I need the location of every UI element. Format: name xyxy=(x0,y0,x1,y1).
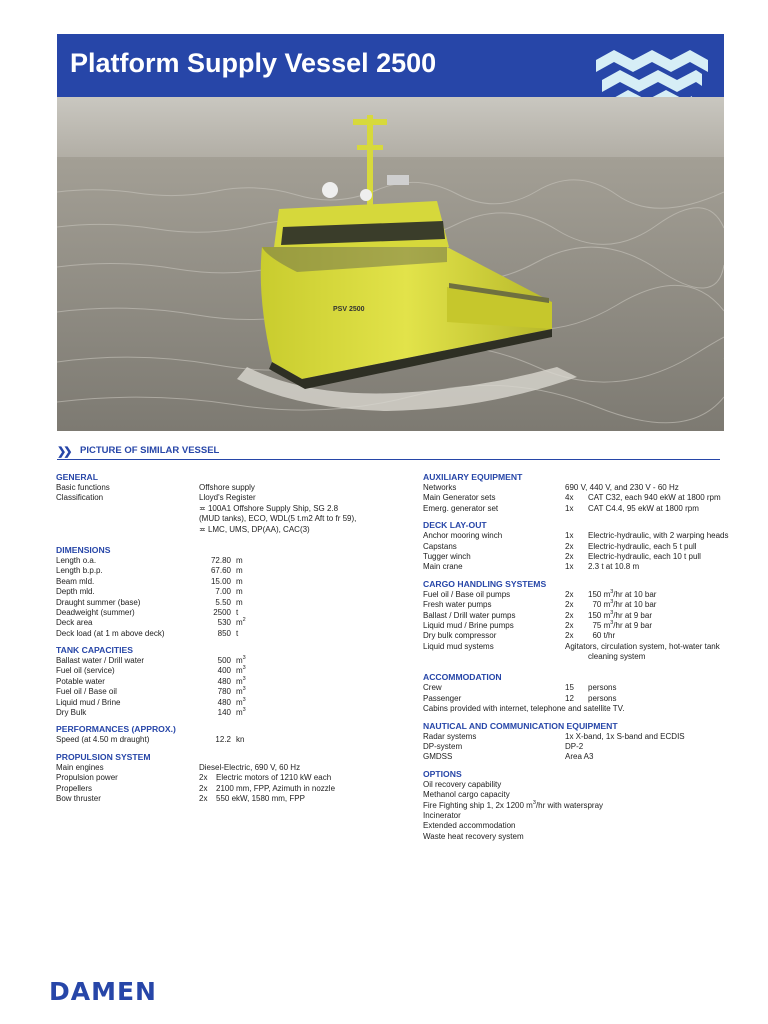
option-label: Fire Fighting ship 1, 2x 1200 m xyxy=(423,800,533,810)
damen-logo: DAMEN xyxy=(49,977,157,1006)
spec-value xyxy=(588,621,652,631)
spec-unit: kn xyxy=(236,735,245,745)
spec-value-text: LMC, UMS, DP(AA), CAC(3) xyxy=(207,524,310,534)
spec-label: Potable water xyxy=(56,676,105,686)
spec-row xyxy=(56,656,366,666)
spec-row xyxy=(56,687,366,697)
spec-quantity: 2x xyxy=(565,551,574,561)
spec-label: Classification xyxy=(56,493,104,503)
spec-unit-text: m xyxy=(236,566,243,576)
spec-quantity: 2x xyxy=(199,773,208,783)
spec-note: Cabins provided with internet, telephone and satellite TV. xyxy=(423,704,625,714)
spec-row xyxy=(56,698,366,708)
spec-label: Length o.a. xyxy=(56,555,97,565)
option-text xyxy=(423,811,461,821)
spec-value: 400 xyxy=(217,666,231,676)
spec-label: Liquid mud / Brine pumps xyxy=(423,620,514,630)
spec-value: 2.3 t at 10.8 m xyxy=(588,562,640,572)
spec-value-number: 70 m xyxy=(588,600,611,610)
spec-value: 2500 xyxy=(213,607,231,617)
spec-unit-text: m xyxy=(236,618,243,628)
spec-unit-text: m xyxy=(236,666,243,676)
section-heading: AUXILIARY EQUIPMENT xyxy=(423,472,523,482)
spec-value: cleaning system xyxy=(588,652,646,662)
hull-marking: PSV 2500 xyxy=(333,306,365,313)
spec-row xyxy=(56,784,366,794)
spec-row xyxy=(423,683,733,693)
option-text xyxy=(423,790,510,800)
spec-quantity: 2x xyxy=(565,620,574,630)
spec-row xyxy=(423,642,733,652)
unit-exponent: 3 xyxy=(610,619,614,626)
spec-label: Bow thruster xyxy=(56,793,101,803)
section-heading: GENERAL xyxy=(56,472,99,482)
spec-value: DP-2 xyxy=(565,742,584,752)
spec-column-right xyxy=(423,472,733,842)
spec-label: Ballast water / Drill water xyxy=(56,656,145,666)
unit-exponent: 2 xyxy=(242,617,246,624)
caption-text: PICTURE OF SIMILAR VESSEL xyxy=(80,445,220,456)
unit-exponent: 3 xyxy=(610,599,614,606)
unit-exponent: 3 xyxy=(242,696,246,703)
spec-row xyxy=(56,577,366,587)
spec-row xyxy=(56,794,366,804)
unit-exponent: 3 xyxy=(610,588,614,595)
spec-quantity: 2x xyxy=(199,783,208,793)
spec-unit: persons xyxy=(588,693,617,703)
spec-unit: persons xyxy=(588,683,617,693)
spec-value: Electric-hydraulic, with 2 warping heads xyxy=(588,531,729,541)
option-text xyxy=(423,821,516,831)
section-heading: ACCOMMODATION xyxy=(423,672,502,683)
spec-quantity: 2x xyxy=(565,610,574,620)
spec-unit xyxy=(236,566,243,576)
option-text xyxy=(423,801,603,811)
spec-value-number: 150 m xyxy=(588,589,611,599)
double-chevron-icon: ❯❯ xyxy=(57,446,70,458)
spec-value: 12 xyxy=(565,693,574,703)
spec-quantity: 2x xyxy=(565,631,574,641)
spec-quantity: 2x xyxy=(565,541,574,551)
spec-value: 67.60 xyxy=(210,566,231,576)
section-heading: TANK CAPACITIES xyxy=(56,645,134,656)
spec-value xyxy=(199,504,338,514)
photo-caption xyxy=(57,444,720,460)
spec-value xyxy=(588,611,652,621)
spec-quantity: 1x xyxy=(565,562,574,572)
option-text xyxy=(423,832,524,842)
spec-value-text: /hr at 10 bar xyxy=(613,600,657,610)
spec-row xyxy=(56,483,366,493)
spec-row xyxy=(423,752,733,762)
spec-label: Deck load (at 1 m above deck) xyxy=(56,628,165,638)
spec-row xyxy=(56,493,366,503)
spec-value: 500 xyxy=(217,656,231,666)
propulsion-list xyxy=(56,763,366,805)
vessel-photo xyxy=(57,97,724,431)
spec-label: Propellers xyxy=(56,783,93,793)
spec-value: Lloyd's Register xyxy=(199,493,256,503)
spec-unit-text: m xyxy=(236,597,243,607)
spec-value xyxy=(588,590,656,600)
spec-label: Dry bulk compressor xyxy=(423,631,497,641)
spec-value-text: /hr at 9 bar xyxy=(613,620,652,630)
spec-label: Tugger winch xyxy=(423,551,471,561)
spec-unit xyxy=(236,587,243,597)
spec-value: 530 xyxy=(217,618,231,628)
spec-label: Radar systems xyxy=(423,731,477,741)
spec-label: Deadweight (summer) xyxy=(56,607,135,617)
spec-value: 5.50 xyxy=(215,597,231,607)
unit-exponent: 3 xyxy=(610,609,614,616)
spec-value: 12.2 xyxy=(215,735,231,745)
spec-label: Main engines xyxy=(56,762,104,772)
section-heading: NAUTICAL AND COMMUNICATION EQUIPMENT xyxy=(423,720,618,731)
spec-label: GMDSS xyxy=(423,752,453,762)
spec-row xyxy=(423,611,733,621)
spec-row xyxy=(56,735,366,745)
page-title: Platform Supply Vessel 2500 xyxy=(70,48,437,78)
option-item xyxy=(423,790,733,800)
spec-label: Fuel oil / Base oil xyxy=(56,687,117,697)
spec-value-text: 100A1 Offshore Supply Ship, SG 2.8 xyxy=(207,503,339,513)
spec-label: Length b.p.p. xyxy=(56,566,103,576)
section-heading: PERFORMANCES (APPROX.) xyxy=(56,724,176,735)
option-label: Incinerator xyxy=(423,810,461,820)
option-item xyxy=(423,811,733,821)
spec-value: CAT C32, each 940 ekW at 1800 rpm xyxy=(588,493,721,503)
options-list xyxy=(423,780,733,842)
spec-quantity: 4x xyxy=(565,493,574,503)
spec-label: Liquid mud / Brine xyxy=(56,697,121,707)
spec-row xyxy=(56,666,366,676)
spec-value: 480 xyxy=(217,697,231,707)
spec-row xyxy=(56,514,366,524)
spec-unit-text: m xyxy=(236,656,243,666)
spec-label: Main Generator sets xyxy=(423,493,496,503)
spec-label: Fuel oil / Base oil pumps xyxy=(423,589,511,599)
spec-value-number: 75 m xyxy=(588,620,611,630)
unit-exponent: 3 xyxy=(242,707,246,714)
spec-value: 140 xyxy=(217,708,231,718)
spec-value-text: /hr at 10 bar xyxy=(613,589,657,599)
spec-row xyxy=(56,763,366,773)
spec-value: Offshore supply xyxy=(199,483,255,492)
spec-unit-text: t xyxy=(236,628,239,638)
option-text xyxy=(423,780,501,790)
tank-list xyxy=(56,656,366,718)
spec-unit xyxy=(236,629,238,639)
spec-quantity: 2x xyxy=(565,589,574,599)
spec-value: Diesel-Electric, 690 V, 60 Hz xyxy=(199,762,301,772)
section-heading: PROPULSION SYSTEM xyxy=(56,751,151,762)
spec-value-text: /hr at 9 bar xyxy=(613,610,652,620)
spec-label: Liquid mud systems xyxy=(423,641,494,651)
spec-row xyxy=(56,525,366,535)
spec-row xyxy=(56,598,366,608)
unit-exponent: 3 xyxy=(532,799,536,806)
spec-row xyxy=(423,631,733,641)
option-label: Waste heat recovery system xyxy=(423,831,524,841)
auxiliary-list xyxy=(423,483,733,514)
lloyds-mark-icon: ≖ xyxy=(199,524,208,534)
spec-label: Draught summer (base) xyxy=(56,597,141,607)
spec-row xyxy=(423,552,733,562)
spec-value: 7.00 xyxy=(215,587,231,597)
spec-column-left xyxy=(56,472,366,804)
option-label-rest: /hr with waterspray xyxy=(535,800,604,810)
spec-unit-text: m xyxy=(236,708,243,718)
lloyds-mark-icon: ≖ xyxy=(199,503,208,513)
spec-unit xyxy=(236,577,243,587)
spec-value xyxy=(588,631,615,641)
spec-unit-text: m xyxy=(236,697,243,707)
spec-value: Agitators, circulation system, hot-water tank xyxy=(565,641,720,651)
spec-label: Fresh water pumps xyxy=(423,600,492,610)
title-banner xyxy=(57,34,724,97)
spec-value: Electric-hydraulic, each 5 t pull xyxy=(588,541,697,551)
spec-label: Passenger xyxy=(423,693,462,703)
spec-row xyxy=(423,652,733,662)
spec-value xyxy=(588,600,656,610)
spec-value: Electric motors of 1210 kW each xyxy=(216,773,332,783)
spec-label: Ballast / Drill water pumps xyxy=(423,610,516,620)
spec-row xyxy=(56,677,366,687)
spec-unit-text: m xyxy=(236,576,243,586)
spec-unit xyxy=(236,556,243,566)
option-item xyxy=(423,821,733,831)
spec-value: 2100 mm, FPP, Azimuth in nozzle xyxy=(216,783,336,793)
spec-row xyxy=(423,704,733,714)
section-heading: OPTIONS xyxy=(423,768,462,779)
spec-label: Crew xyxy=(423,683,442,693)
unit-exponent: 3 xyxy=(242,655,246,662)
spec-quantity: 1x xyxy=(565,503,574,513)
deck-list xyxy=(423,531,733,573)
spec-value: 550 ekW, 1580 mm, FPP xyxy=(216,793,305,803)
spec-unit-text: m xyxy=(236,676,243,686)
spec-value-number: 150 m xyxy=(588,610,611,620)
spec-row xyxy=(423,531,733,541)
spec-value: 480 xyxy=(217,676,231,686)
spec-row xyxy=(423,694,733,704)
spec-unit-text: t xyxy=(236,607,239,617)
option-item xyxy=(423,780,733,790)
nautical-list xyxy=(423,732,733,763)
spec-value: 850 xyxy=(217,628,231,638)
spec-label: Deck area xyxy=(56,618,93,628)
spec-row xyxy=(423,542,733,552)
spec-label: DP-system xyxy=(423,742,463,752)
spec-label: Basic functions xyxy=(56,483,110,492)
spec-row xyxy=(56,556,366,566)
spec-unit xyxy=(236,598,243,608)
spec-unit xyxy=(236,618,246,628)
unit-exponent: 3 xyxy=(242,675,246,682)
spec-value: 780 xyxy=(217,687,231,697)
option-label: Extended accommodation xyxy=(423,821,516,831)
spec-quantity: 2x xyxy=(199,793,208,803)
spec-unit-text: m xyxy=(236,587,243,597)
spec-value: 15.00 xyxy=(210,576,231,586)
spec-label: Propulsion power xyxy=(56,773,118,783)
spec-label: Depth mld. xyxy=(56,587,95,597)
spec-unit xyxy=(236,708,246,718)
spec-unit-text: m xyxy=(236,555,243,565)
spec-unit xyxy=(236,608,238,618)
spec-row xyxy=(423,621,733,631)
section-heading: CARGO HANDLING SYSTEMS xyxy=(423,578,547,589)
spec-quantity: 2x xyxy=(565,600,574,610)
spec-row xyxy=(56,618,366,628)
spec-label: Capstans xyxy=(423,541,457,551)
option-label: Methanol cargo capacity xyxy=(423,790,510,800)
spec-row xyxy=(56,587,366,597)
spec-value: 1x X-band, 1x S-band and ECDIS xyxy=(565,731,685,741)
section-heading: DECK LAY-OUT xyxy=(423,520,487,531)
spec-unit-text: m xyxy=(236,687,243,697)
spec-value: (MUD tanks), ECO, WDL(5 t.m2 Aft to fr 59), xyxy=(199,514,357,524)
option-item xyxy=(423,801,733,811)
spec-label: Dry Bulk xyxy=(56,708,87,718)
spec-quantity: 1x xyxy=(565,531,574,541)
spec-value-number: 60 t/hr xyxy=(588,631,616,641)
spec-label: Emerg. generator set xyxy=(423,503,499,513)
cargo-list xyxy=(423,590,733,642)
spec-value: Electric-hydraulic, each 10 t pull xyxy=(588,551,701,561)
spec-row xyxy=(423,590,733,600)
spec-value xyxy=(199,525,310,535)
option-item xyxy=(423,832,733,842)
spec-value: 15 xyxy=(565,683,574,693)
spec-label: Main crane xyxy=(423,562,463,572)
spec-row xyxy=(56,773,366,783)
spec-label: Speed (at 4.50 m draught) xyxy=(56,735,150,745)
spec-value: 690 V, 440 V, and 230 V - 60 Hz xyxy=(565,483,679,492)
spec-row xyxy=(423,504,733,514)
spec-row xyxy=(56,608,366,618)
spec-label: Anchor mooring winch xyxy=(423,531,503,541)
spec-row xyxy=(56,504,366,514)
spec-row xyxy=(423,600,733,610)
spec-label: Fuel oil (service) xyxy=(56,666,115,676)
dimensions-list xyxy=(56,556,366,639)
spec-value: 72.80 xyxy=(210,555,231,565)
section-heading: DIMENSIONS xyxy=(56,544,111,555)
unit-exponent: 3 xyxy=(242,665,246,672)
spec-row xyxy=(56,629,366,639)
unit-exponent: 3 xyxy=(242,686,246,693)
spec-value: Area A3 xyxy=(565,752,594,762)
spec-row xyxy=(423,732,733,742)
accommodation-list xyxy=(423,683,733,704)
spec-row xyxy=(56,566,366,576)
spec-row xyxy=(423,562,733,572)
option-label: Oil recovery capability xyxy=(423,779,502,789)
spec-label: Beam mld. xyxy=(56,576,95,586)
spec-row xyxy=(423,493,733,503)
spec-label: Networks xyxy=(423,483,457,492)
spec-row xyxy=(423,742,733,752)
spec-row xyxy=(423,483,733,493)
spec-row xyxy=(56,708,366,718)
spec-value: CAT C4.4, 95 ekW at 1800 rpm xyxy=(588,503,699,513)
